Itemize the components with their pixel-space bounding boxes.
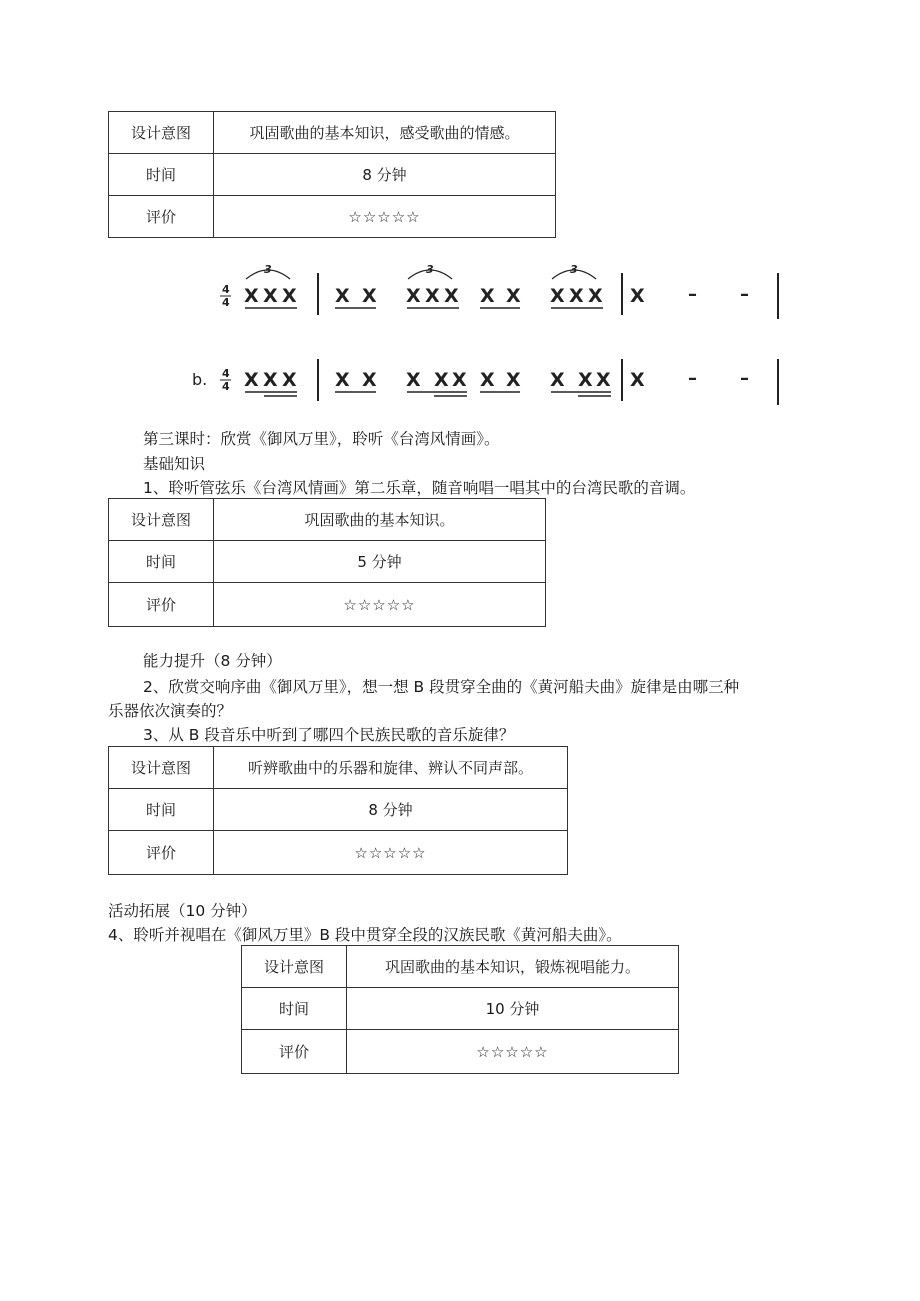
- time-signature-bottom: 4: [222, 380, 230, 393]
- rating-stars: ☆☆☆☆☆: [214, 583, 546, 627]
- note-x: X: [480, 285, 495, 307]
- note-x: X: [362, 285, 377, 307]
- note-x: X: [506, 369, 521, 391]
- triplet-mark: 3: [264, 263, 272, 276]
- rest-dash: –: [740, 368, 749, 389]
- row-label: 评价: [109, 831, 214, 875]
- row-label: 设计意图: [109, 112, 214, 154]
- note-x: X: [550, 369, 565, 391]
- rhythm-row-a: [220, 263, 778, 319]
- note-x: X: [596, 369, 611, 391]
- row-label: 时间: [242, 988, 347, 1030]
- question-item-continued: 乐器依次演奏的？: [108, 702, 233, 720]
- note-x: X: [282, 285, 297, 307]
- row-value: 5 分钟: [214, 541, 546, 583]
- section-heading: 活动拓展（10 分钟）: [108, 902, 257, 920]
- time-signature-bottom: 4: [222, 296, 230, 309]
- note-x: X: [434, 369, 449, 391]
- note-x: X: [282, 369, 297, 391]
- note-x: X: [244, 369, 259, 391]
- row-value: 8 分钟: [214, 154, 556, 196]
- row-value: 巩固歌曲的基本知识，感受歌曲的情感。: [214, 112, 556, 154]
- row-label: 时间: [109, 789, 214, 831]
- note-x: X: [630, 285, 645, 307]
- question-item: 4、聆听并视唱在《御风万里》B 段中贯穿全段的汉族民歌《黄河船夫曲》。: [108, 926, 622, 944]
- table-row: [109, 747, 568, 789]
- row-label: 设计意图: [109, 499, 214, 541]
- note-x: X: [588, 285, 603, 307]
- triplet-mark: 3: [426, 263, 434, 276]
- rhythm-notation: [180, 255, 800, 415]
- table-row: [242, 988, 679, 1030]
- row-label: 时间: [109, 154, 214, 196]
- note-x: X: [406, 369, 421, 391]
- table-row: [109, 541, 546, 583]
- time-signature-top: 4: [222, 367, 230, 380]
- note-x: X: [263, 369, 278, 391]
- note-x: X: [506, 285, 521, 307]
- section-heading: 基础知识: [143, 455, 206, 473]
- note-x: X: [550, 285, 565, 307]
- note-x: X: [406, 285, 421, 307]
- table-2: [108, 498, 546, 627]
- note-x: X: [569, 285, 584, 307]
- rest-dash: –: [688, 368, 697, 389]
- note-x: X: [444, 285, 459, 307]
- question-item: 3、从 B 段音乐中听到了哪四个民族民歌的音乐旋律？: [143, 726, 515, 744]
- row-value: 听辨歌曲中的乐器和旋律、辨认不同声部。: [214, 747, 568, 789]
- question-item: 1、聆听管弦乐《台湾风情画》第二乐章，随音响唱一唱其中的台湾民歌的音调。: [143, 479, 696, 497]
- note-x: X: [630, 369, 645, 391]
- row-label: 时间: [109, 541, 214, 583]
- note-x: X: [578, 369, 593, 391]
- note-x: X: [335, 369, 350, 391]
- note-x: X: [425, 285, 440, 307]
- time-signature-top: 4: [222, 283, 230, 296]
- rest-dash: –: [740, 284, 749, 305]
- row-label: 评价: [109, 196, 214, 238]
- table-row: [109, 154, 556, 196]
- table-row: [109, 196, 556, 238]
- rating-stars: ☆☆☆☆☆: [214, 196, 556, 238]
- table-3: [108, 746, 568, 875]
- section-heading: 能力提升（8 分钟）: [143, 652, 282, 670]
- triplet-mark: 3: [570, 263, 578, 276]
- note-x: X: [362, 369, 377, 391]
- row-label: 设计意图: [242, 946, 347, 988]
- question-item: 2、欣赏交响序曲《御风万里》，想一想 B 段贯穿全曲的《黄河船夫曲》旋律是由哪三种: [143, 678, 740, 696]
- row-value: 巩固歌曲的基本知识。: [214, 499, 546, 541]
- row-value: 10 分钟: [347, 988, 679, 1030]
- note-x: X: [244, 285, 259, 307]
- rating-stars: ☆☆☆☆☆: [347, 1030, 679, 1074]
- note-x: X: [335, 285, 350, 307]
- table-row: [109, 499, 546, 541]
- note-x: X: [480, 369, 495, 391]
- table-row: [242, 1030, 679, 1074]
- rest-dash: –: [688, 284, 697, 305]
- lesson-title: 第三课时：欣赏《御风万里》，聆听《台湾风情画》。: [143, 430, 500, 448]
- row-value: 巩固歌曲的基本知识，锻炼视唱能力。: [347, 946, 679, 988]
- note-x: X: [263, 285, 278, 307]
- row-label: 评价: [242, 1030, 347, 1074]
- row-label: 设计意图: [109, 747, 214, 789]
- table-row: [109, 583, 546, 627]
- table-row: [109, 831, 568, 875]
- table-row: [242, 946, 679, 988]
- row-value: 8 分钟: [214, 789, 568, 831]
- rating-stars: ☆☆☆☆☆: [214, 831, 568, 875]
- note-x: X: [452, 369, 467, 391]
- table-4: [241, 945, 679, 1074]
- rhythm-row-b: [192, 359, 778, 405]
- table-row: [109, 789, 568, 831]
- row-label: 评价: [109, 583, 214, 627]
- table-row: [109, 112, 556, 154]
- row-prefix: b.: [192, 370, 208, 389]
- table-1: [108, 111, 556, 238]
